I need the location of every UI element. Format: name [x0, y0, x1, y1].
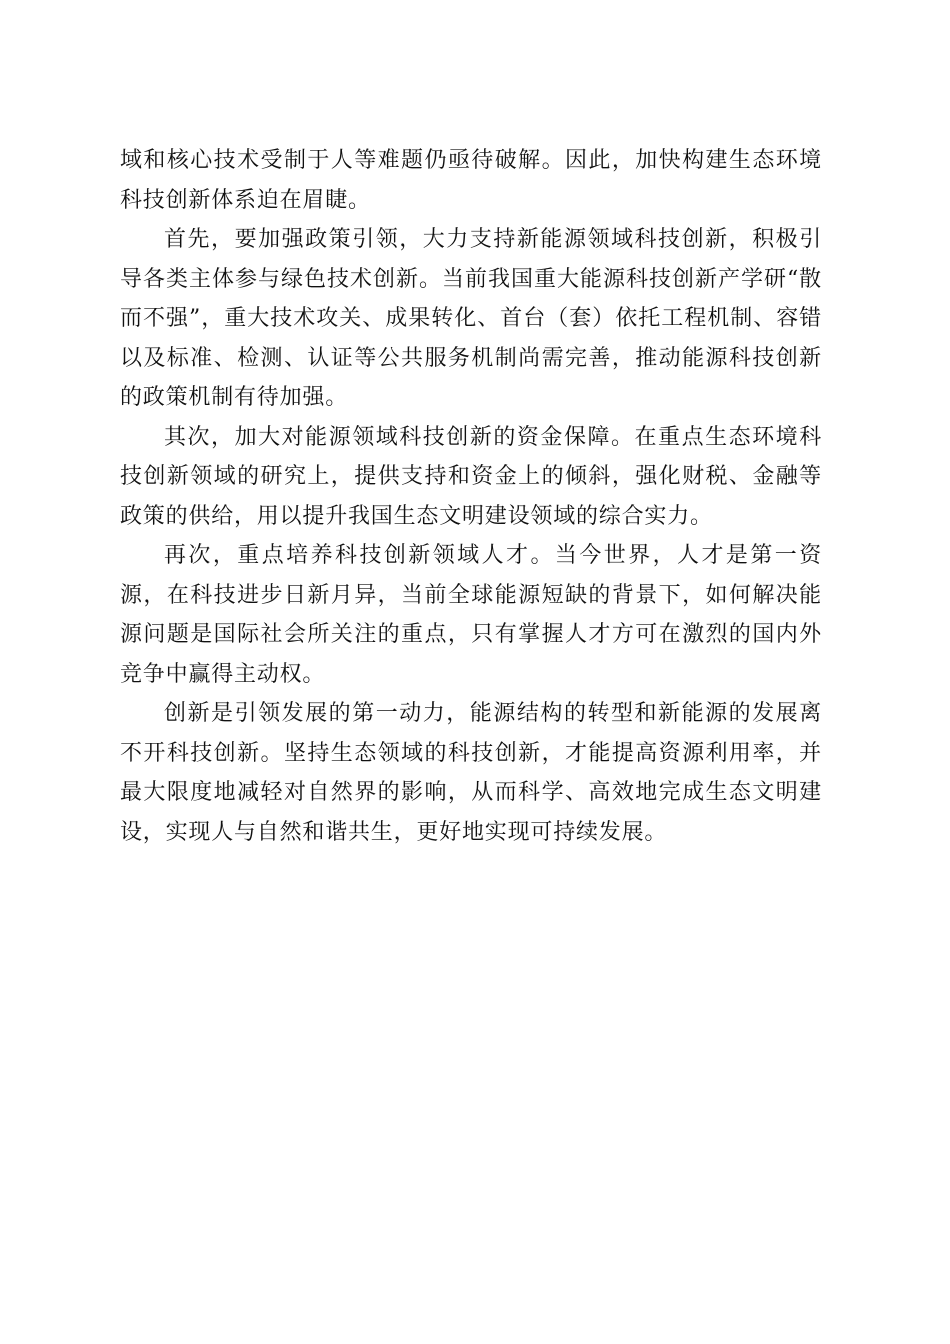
paragraph-talent-cultivation: 再次，重点培养科技创新领域人才。当今世界，人才是第一资源，在科技进步日新月异，当前全球能源短缺的背景下，如何解决能源问题是国际社会所关注的重点，只有掌握人才方可在激烈的国内外竞争中赢得主动权。 [120, 543, 822, 687]
document-body [120, 141, 822, 852]
paragraph-conclusion: 创新是引领发展的第一动力，能源结构的转型和新能源的发展离不开科技创新。坚持生态领域的科技创新，才能提高资源利用率，并最大限度地减轻对自然界的影响，从而科学、高效地完成生态文明建设，实现人与自然和谐共生，更好地实现可持续发展。 [120, 701, 822, 845]
paragraph-funding-support: 其次，加大对能源领域科技创新的资金保障。在重点生态环境科技创新领域的研究上，提供支持和资金上的倾斜，强化财税、金融等政策的供给，用以提升我国生态文明建设领域的综合实力。 [120, 424, 822, 529]
paragraph-policy-guidance: 首先，要加强政策引领，大力支持新能源领域科技创新，积极引导各类主体参与绿色技术创新。当前我国重大能源科技创新产学研“散而不强”，重大技术攻关、成果转化、首台（套）依托工程机制、容错以及标准、检测、认证等公共服务机制尚需完善，推动能源科技创新的政策机制有待加强。 [120, 227, 822, 410]
paragraph-continuation: 域和核心技术受制于人等难题仍亟待破解。因此，加快构建生态环境科技创新体系迫在眉睫。 [120, 148, 822, 213]
